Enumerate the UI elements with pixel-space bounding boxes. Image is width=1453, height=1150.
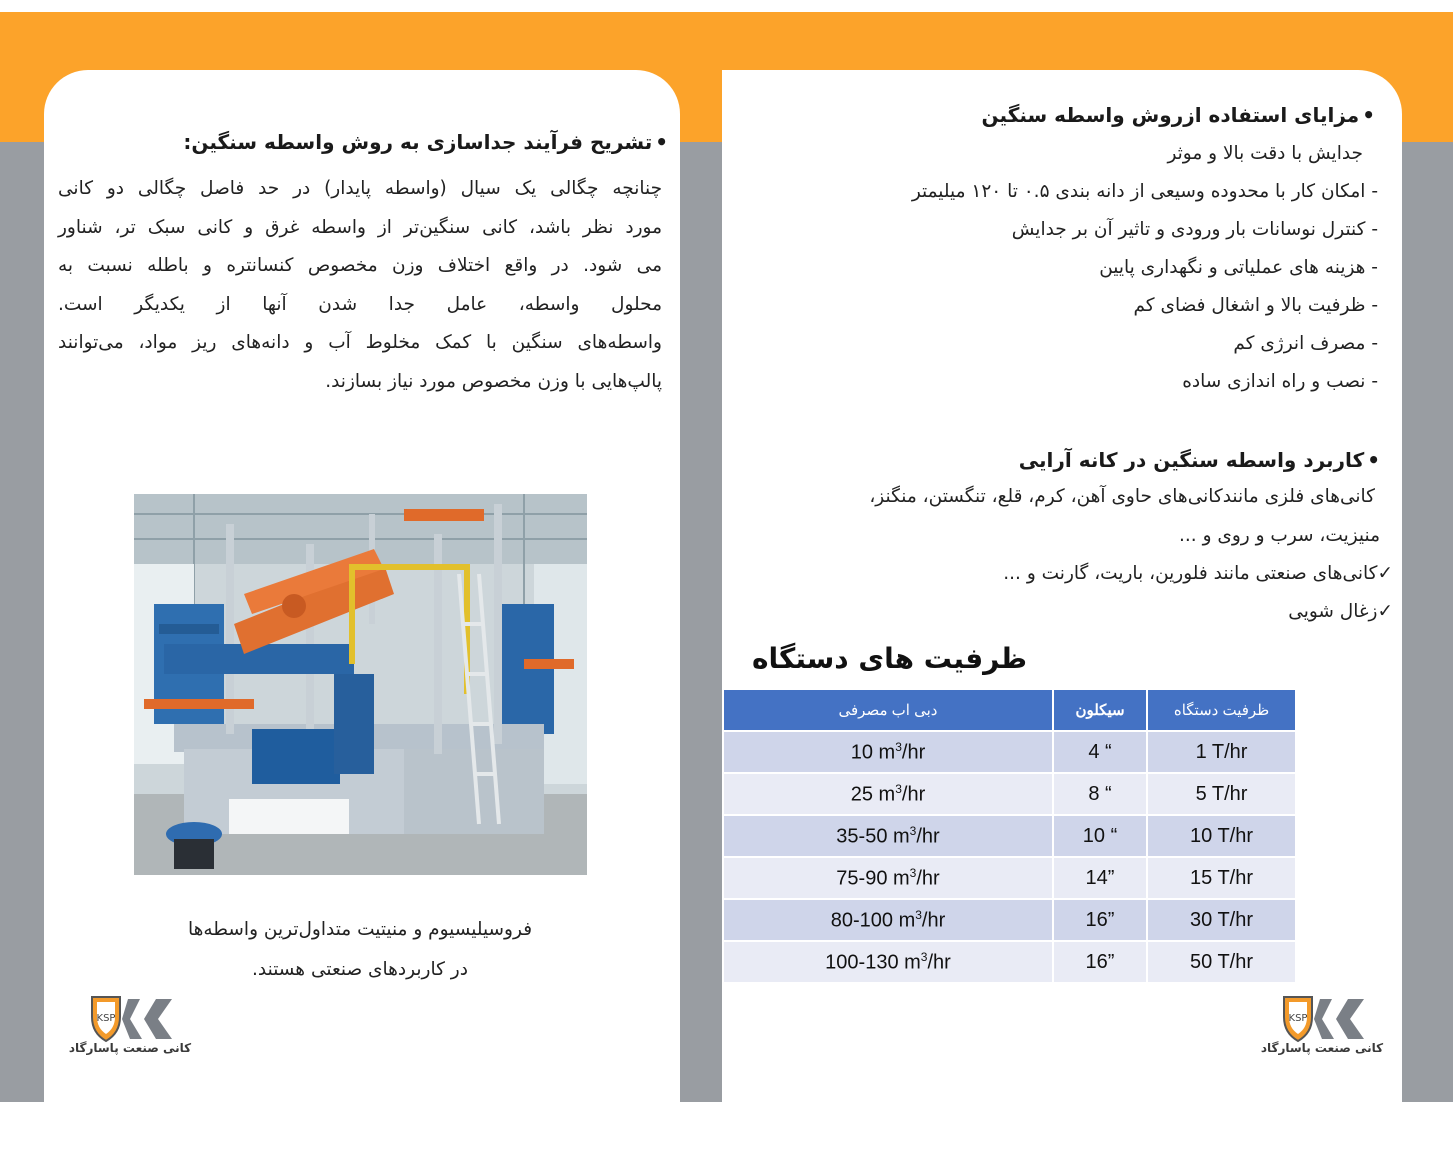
advantage-item: - کنترل نوسانات بار ورودی و تاثیر آن بر جدایش <box>1011 219 1378 240</box>
advantage-item: - مصرف انرژی کم <box>1233 333 1378 354</box>
capacity-cell: 10 T/hr <box>1148 814 1295 856</box>
advantage-item: - هزینه های عملیاتی و نگهداری پایین <box>1099 257 1378 278</box>
capacity-table-title: ظرفیت های دستگاه <box>752 642 1027 675</box>
svg-text:KSP: KSP <box>1288 1013 1308 1024</box>
capacity-cell: 5 T/hr <box>1148 772 1295 814</box>
capacity-cell: 50 T/hr <box>1148 940 1295 982</box>
capacity-table <box>724 690 1295 982</box>
flow-cell: 80-100 $m^3/hr$ <box>724 898 1054 940</box>
cyclone-cell: 10 “ <box>1054 814 1148 856</box>
paragraph-line: چنانچه چگالی یک سیال (واسطه پایدار) در حد فاصل چگالی دو کانی <box>58 178 662 199</box>
paragraph-line: پالپ‌هایی با وزن مخصوص مورد نیاز بسازند. <box>325 370 662 392</box>
company-logo <box>1252 995 1392 1065</box>
flow-cell: 35-50 $m^3/hr$ <box>724 814 1054 856</box>
application-item: کانی‌های فلزی مانندکانی‌های حاوی آهن، کرم، قلع، تنگستن، منگنز، <box>869 486 1375 507</box>
photo-caption <box>120 910 600 990</box>
cyclone-cell: 8 “ <box>1054 772 1148 814</box>
advantage-item: - نصب و راه اندازی ساده <box>1182 371 1378 392</box>
table-header-row <box>724 690 1295 730</box>
flow-cell: 10 $m^3/hr$ <box>724 730 1054 772</box>
advantages-heading: • مزایای استفاده ازروش واسطه سنگین <box>982 103 1375 127</box>
flow-cell: 75-90 $m^3/hr$ <box>724 856 1054 898</box>
table-row <box>724 730 1295 772</box>
ksp-shield-icon <box>1252 995 1392 1045</box>
flow-cell: 25 $m^3/hr$ <box>724 772 1054 814</box>
ksp-shield-icon <box>60 995 200 1045</box>
header-cyclone: سیکلون <box>1054 690 1148 730</box>
table-row <box>724 940 1295 982</box>
capacity-cell: 1 T/hr <box>1148 730 1295 772</box>
table-row <box>724 898 1295 940</box>
flow-cell: 100-130 $m^3/hr$ <box>724 940 1054 982</box>
paragraph-line: مورد نظر باشد، کانی سنگین‌تر از واسطه غرق و کانی سبک تر، شناور <box>58 216 662 238</box>
table-row <box>724 856 1295 898</box>
applications-heading: • کاربرد واسطه سنگین در کانه آرایی <box>1019 448 1380 472</box>
plant-illustration <box>134 494 587 875</box>
company-logo <box>60 995 200 1065</box>
cyclone-cell: 16” <box>1054 940 1148 982</box>
table-row <box>724 772 1295 814</box>
application-item: منیزیت، سرب و روی و ... <box>1179 525 1380 546</box>
advantage-item: جدایش با دقت بالا و موثر <box>1167 143 1363 164</box>
paragraph-line: واسطه‌های سنگین با کمک مخلوط آب و دانه‌های ریز مواد، می‌توانند <box>58 332 662 354</box>
cyclone-cell: 16” <box>1054 898 1148 940</box>
svg-text:KSP: KSP <box>96 1013 116 1024</box>
caption-line: فروسیلیسیوم و منیتیت متداول‌ترین واسطه‌ها <box>187 919 533 940</box>
capacity-cell: 15 T/hr <box>1148 856 1295 898</box>
paragraph-line: محلول واسطه، عامل جدا شدن آنها از یکدیگر است. <box>58 293 662 315</box>
advantage-item: - ظرفیت بالا و اشغال فضای کم <box>1133 295 1378 316</box>
header-water-flow: دبی اب مصرفی <box>724 690 1054 730</box>
cyclone-cell: 4 “ <box>1054 730 1148 772</box>
logo-name: کانی صنعت پاسارگاد <box>68 1041 192 1055</box>
cyclone-cell: 14” <box>1054 856 1148 898</box>
header-capacity: ظرفیت دستگاه <box>1148 690 1295 730</box>
logo-name: کانی صنعت پاسارگاد <box>1260 1041 1384 1055</box>
application-item: ✓کانی‌های صنعتی مانند فلورین، باریت، گارنت و ... <box>1003 563 1393 584</box>
process-heading: • تشریح فرآیند جداسازی به روش واسطه سنگین: <box>183 130 668 154</box>
table-row <box>724 814 1295 856</box>
dense-medium-plant-photo <box>134 494 587 875</box>
advantage-item: - امکان کار با محدوده وسیعی از دانه بندی ۰.۵ تا ۱۲۰ میلیمتر <box>911 181 1378 202</box>
process-paragraph <box>58 170 662 402</box>
caption-line: در کاربردهای صنعتی هستند. <box>252 959 468 980</box>
application-item: ✓زغال شویی <box>1288 601 1393 622</box>
paragraph-line: می شود. در واقع اختلاف وزن مخصوص کنسانتره و باطله نسبت به <box>58 255 662 277</box>
capacity-cell: 30 T/hr <box>1148 898 1295 940</box>
